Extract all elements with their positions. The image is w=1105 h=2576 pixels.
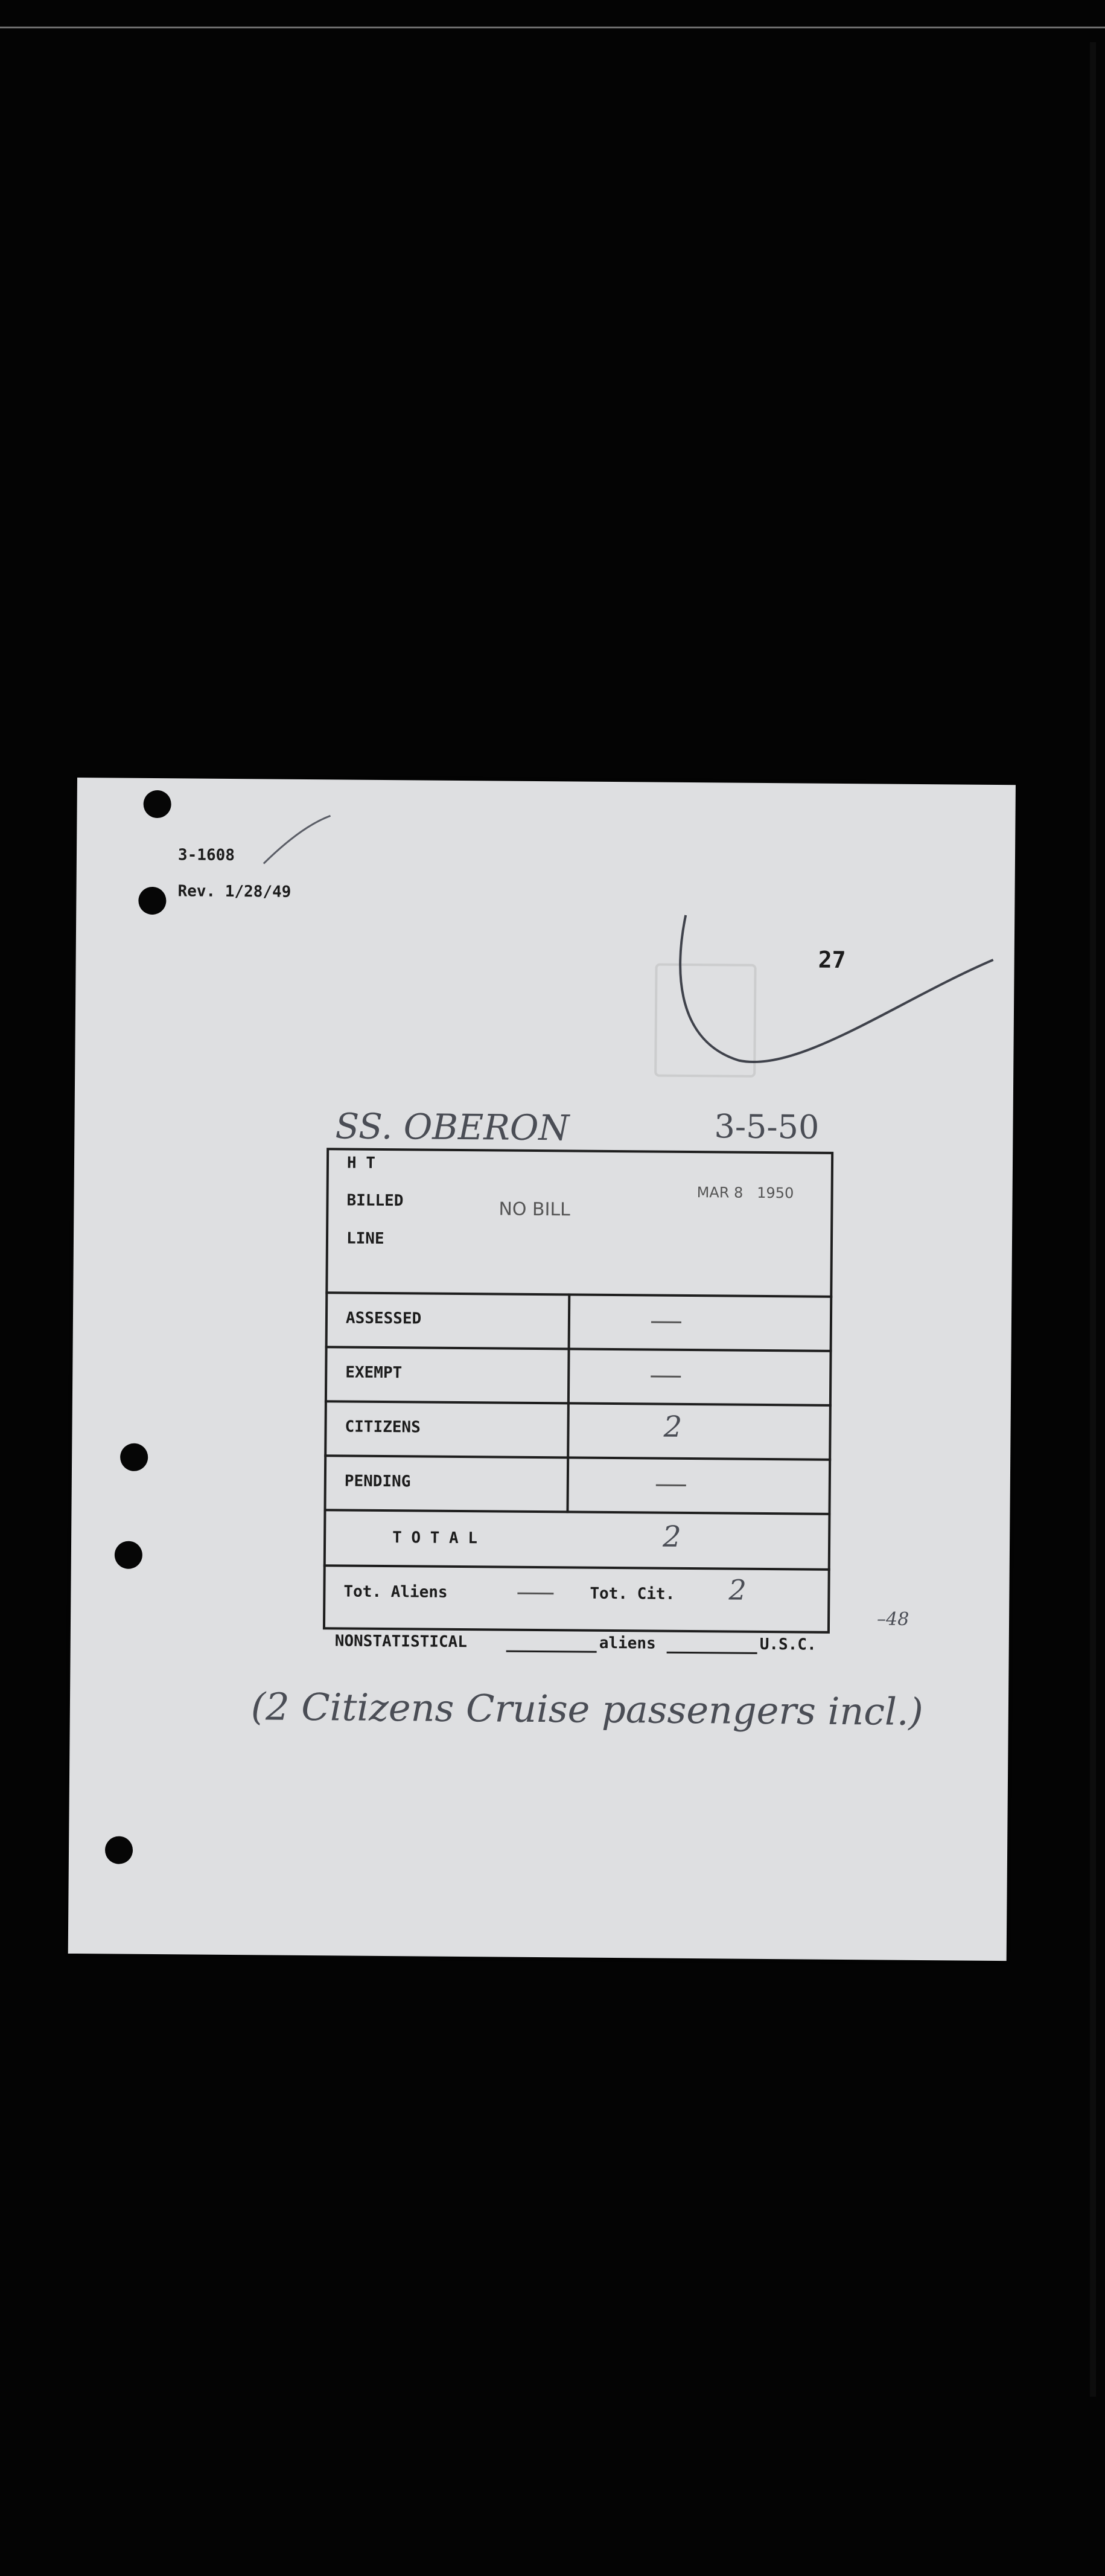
aliens-blank [667,1652,757,1654]
tot-cit-value: 2 [728,1573,747,1606]
row-label-assessed: ASSESSED [345,1309,422,1328]
vessel-name: SS. OBERON [335,1105,570,1149]
no-bill-stamp: NO BILL [498,1198,570,1221]
punch-hole [143,790,171,818]
handwritten-note: (2 Citizens Cruise passengers incl.) [250,1684,924,1734]
form-number: 3-1608 [177,846,235,865]
tot-aliens-label: Tot. Aliens [343,1582,448,1602]
page-number: 27 [818,946,846,974]
scan-edge-line [0,27,1105,28]
margin-note: –48 [876,1608,909,1630]
pen-tick-mark [258,803,343,876]
punch-hole [105,1836,133,1864]
nonstatistical-label: NONSTATISTICAL [334,1632,468,1652]
usc-label: U.S.C. [759,1635,817,1654]
row-value-assessed [651,1321,681,1323]
billed-label: BILLED [346,1191,404,1210]
scan-edge-shadow [1090,42,1096,2397]
document-sheet [68,778,1016,1961]
punch-hole [120,1443,148,1471]
nonstatistical-blank [506,1651,597,1653]
tot-cit-label: Tot. Cit. [590,1584,675,1603]
tot-aliens-value [517,1593,553,1594]
line-label: LINE [346,1229,384,1248]
row-value-citizens: 2 [663,1410,683,1444]
punch-hole [138,887,166,915]
row-label-exempt: EXEMPT [345,1363,403,1382]
total-value: 2 [662,1520,681,1554]
row-value-pending [656,1485,686,1486]
ht-label: H T [346,1154,376,1172]
total-label: T O T A L [392,1529,478,1548]
row-value-exempt [651,1375,681,1377]
row-label-pending: PENDING [344,1472,411,1491]
form-revision: Rev. 1/28/49 [177,882,291,901]
date-stamp: MAR 8 1950 [696,1184,794,1202]
aliens-label: aliens [599,1634,656,1653]
row-label-citizens: CITIZENS [345,1417,421,1437]
manifest-table [323,1148,833,1634]
punch-hole [115,1541,142,1569]
pen-swoosh-mark [666,903,1005,1087]
arrival-date: 3-5-50 [714,1107,820,1146]
